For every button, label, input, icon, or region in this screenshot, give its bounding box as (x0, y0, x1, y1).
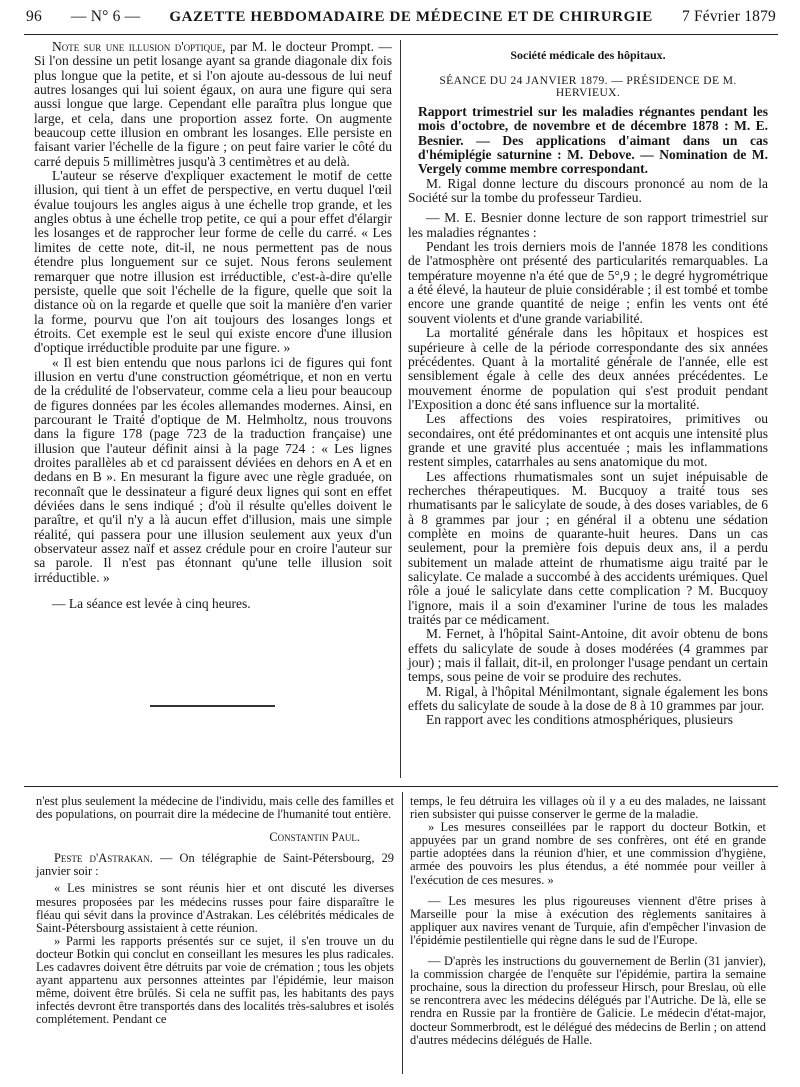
paragraph: En rapport avec les conditions atmosphériques, plusieurs (426, 712, 734, 728)
paragraph: La mortalité générale dans les hôpitaux et hospices est supérieure à celle de la période correspondante des six années précédentes. Quant à la mortalité générale de l'année, elle est sensiblement égale à celle des deux années précédentes. Le mouvement énorme de population qui s'est produit pendant l'Exposition a donc été sans influence sur la mortalité. (408, 325, 768, 412)
paragraph: — D'après les instructions du gouvernement de Berlin (31 janvier), la commission chargée de l'enquête sur l'épidémie, partira la semaine prochaine, sous la direction du professeur Hirsch, pour Breslau, où elle se rencontrera avec les médecins délégués par l'Autriche. De là, elle se rendra en Russie par la frontière de Galicie. Le médecin d'état-major, docteur Sommerbrodt, est le délégué des médecins de Berlin ; on attend d'autres médecins délégués de Halle. (410, 954, 766, 1047)
paragraph: temps, le feu détruira les villages où il y a eu des malades, ne laissant rien subsister qui puisse conserver le germe de la maladie. (410, 794, 766, 822)
paragraph: — M. E. Besnier donne lecture de son rapport trimestriel sur les maladies régnantes : (408, 210, 768, 240)
paragraph: « Les ministres se sont réunis hier et ont discuté les diverses mesures proposées par les médecins russes pour faire disparaître le fléau qui sévit dans la province d'Astrakan. Les célébrités médicales de Saint-Pétersbourg assistaient à cette réunion. (36, 881, 394, 935)
paragraph: » Parmi les rapports présentés sur ce sujet, il s'en trouve un du docteur Botkin qui conclut en conseillant les mesures les plus radicales. Les cadavres doivent être détruits par voie de crémation ; tous les objets ayant appartenu aux personnes atteintes par l'épidémie, leur maison même, doivent être brûlés. Si cela ne suffit pas, les habitants des pays infectés devront être transportés dans des localités très-salubres et isolés complétement. Pendant ce (36, 933, 394, 1027)
session-summary: Rapport trimestriel sur les maladies régnantes pendant les mois d'octobre, de novembre et de décembre 1878 : M. E. Besnier. — Des applications d'aimant dans un cas d'hémiplégie saturnine : M. Debove. — Nomination de M. Vergely comme membre correspondant. (418, 104, 768, 177)
session-closing: — La séance est levée à cinq heures. (52, 596, 251, 612)
journal-title: GAZETTE HEBDOMADAIRE DE MÉDECINE ET DE CHIRURGIE (169, 9, 653, 25)
section-end-rule (150, 705, 275, 707)
right-top-column (408, 40, 768, 728)
paragraph: M. Fernet, à l'hôpital Saint-Antoine, dit avoir obtenu de bons effets du salicylate de soude à doses modérées (4 grammes par jour) ; mais il fallait, dit-il, en prolonger l'usage pendant un certain temps, sous peine de voir se produire des rechutes. (408, 626, 768, 685)
item-body: — On télégraphie de Saint-Pétersbourg, 29 janvier soir : (36, 851, 394, 879)
note-lead: Note sur une illusion d'optique, (52, 39, 226, 54)
header-rule (24, 34, 778, 35)
left-top-column (34, 40, 392, 611)
paragraph: — Les mesures les plus rigoureuses viennent d'être prises à Marseille pour la mise à exécution des règlements sanitaires à appliquer aux navires venant de Turquie, afin d'empêcher l'invasion de l'épidémie pestilentielle qui règne dans le sud de l'Europe. (410, 893, 766, 947)
issue-number: — N° 6 — (70, 8, 141, 25)
society-heading: Société médicale des hôpitaux. (510, 48, 666, 62)
paragraph: M. Rigal, à l'hôpital Ménilmontant, signale également les bons effets du salicylate de soude à la dose de 8 à 10 grammes par jour. (408, 683, 768, 714)
note-body: par M. le docteur Prompt. — Si l'on dessine un petit losange ayant sa grande diagonale dix fois plus longue que la petite, et si l'on ajoute au-dessous de lui neuf autres losanges qui lui soient égaux, on aura une figure qui sera aussi longue que large. Cependant elle paraîtra plus longue que large, et cela, dans une proportion assez forte. On augmente beaucoup cette illusion en ombrant les losanges. Elle persiste en faisant varier l'échelle de la figure ; on peut faire varier le côté du carré depuis 5 millimètres jusqu'à 3 centimètres et au delà. (34, 39, 392, 169)
running-header (26, 8, 776, 30)
paragraph: » Les mesures conseillées par le rapport du docteur Botkin, et appuyées par un grand nombre de ses confrères, ont été en grande partie adoptées dans la réunion d'hier, et une commission d'hygiène, armée des pouvoirs les plus étendus, a été nommée pour veiller à l'exécution de ces mesures. » (410, 820, 766, 887)
paragraph: « Il est bien entendu que nous parlons ici de figures qui font illusion en vertu d'une construction géométrique, et non en vertu de la crédulité de l'observateur, comme cela a lieu pour beaucoup de figures données par les écoles allemandes modernes. Ainsi, en parcourant le Traité d'optique de M. Helmholtz, nous trouvons dans la figure 178 (page 723 de la traduction française) une illusion que l'auteur définit ainsi à la page 724 : « Les lignes droites parallèles ab et cd paraissent déviées en dehors en A et en dedans en B ». En mesurant la figure avec une règle graduée, on reconnaît que le dessinateur a figuré deux lignes qui sont en effet déviées dans le sens indiqué ; d'où il résulte qu'elles doivent le paraître, et qu'il n'y a là aucun effet d'illusion, mais une simple réalité, qui passera pour une illusion seulement aux yeux d'un observateur assez naïf et assez crédule pour en croire l'auteur sur sa parole. Il n'est pas étonnant qu'une telle illusion soit irréductible. » (34, 354, 392, 585)
plague-astrakhan-item (36, 852, 394, 878)
paragraph: M. Rigal donne lecture du discours prononcé au nom de la Société sur la tombe du professeur Tardieu. (408, 175, 768, 206)
paragraph: L'auteur se réserve d'expliquer exactement le motif de cette illusion, qui tient à un effet de perspective, en vertu duquel l'œil évalue toujours les angles aigus à une échelle trop grande, et les angles obtus à une échelle trop petite, ce qui a pour effet d'élargir les losanges et de rapprocher leur forme de celle du carré. « Les limites de cette note, dit-il, ne nous permettent pas de nous étendre plus longuement sur ce sujet. Nous ferons seulement remarquer que notre illusion est irréductible, c'est-à-dire qu'elle persiste, quelle que soit l'échelle de la figure, quelle que soit la distance où on la regarde et quelle que soit la manière d'en varier la forme, pourvu que l'on ait toujours des losanges longs et étroits. Cet exemple est le seul qui existe encore d'une illusion d'optique irréductible produite par une figure. » (34, 168, 392, 356)
left-bottom-column (36, 795, 394, 1027)
column-divider (402, 792, 403, 1074)
issue-date: 7 Février 1879 (681, 8, 776, 25)
paragraph: n'est plus seulement la médecine de l'individu, mais celle des familles et des populations, on pourrait dire la médecine de l'humanité tout entière. (36, 794, 394, 822)
signature: Constantin Paul. (269, 830, 360, 845)
right-bottom-column (410, 795, 766, 1047)
paragraph: Pendant les trois derniers mois de l'année 1878 les conditions de l'atmosphère ont présenté des particularités remarquables. La température moyenne n'a été que de 5°,9 ; le degré hygrométrique a été élevé, la hauteur de pluie considérable ; il est tombé et tombe encore une grande quantité de neige ; enfin les vents ont été souvent violents et d'une grande variabilité. (408, 239, 768, 326)
seance-heading: SÉANCE DU 24 JANVIER 1879. — PRÉSIDENCE DE M. HERVIEUX. (439, 75, 737, 99)
item-lead: Peste d'Astrakan. (54, 851, 153, 866)
paragraph: Les affections rhumatismales sont un sujet inépuisable de recherches thérapeutiques. M. Bucquoy a traité tous ses rhumatisants par le salicylate de soude, à des doses variables, de 6 à 8 grammes par jour ; en général il a obtenu une sédation complète en moins de quarante-huit heures. Dans un cas seulement, pour la première fois depuis deux ans, il a perdu subitement un malade atteint de rhumatisme aigu traité par le salicylate. Ce malade a succombé à des accidents urémiques. Quel rôle a joué le salicylate dans cette complication ? M. Bucquoy l'ignore, mais il a soin d'examiner l'urine de tous les malades traités par ce médicament. (408, 468, 768, 628)
section-separator-rule (24, 786, 778, 787)
column-divider (400, 40, 401, 778)
page-number: 96 (26, 8, 42, 25)
optical-illusion-note (34, 40, 392, 169)
paragraph: Les affections des voies respiratoires, primitives ou secondaires, ont été prédominantes et ont acquis une intensité plus grande et une gravité plus accentuée ; mais les inflammations restent simples, catarrhales au sens anatomique du mot. (408, 411, 768, 470)
